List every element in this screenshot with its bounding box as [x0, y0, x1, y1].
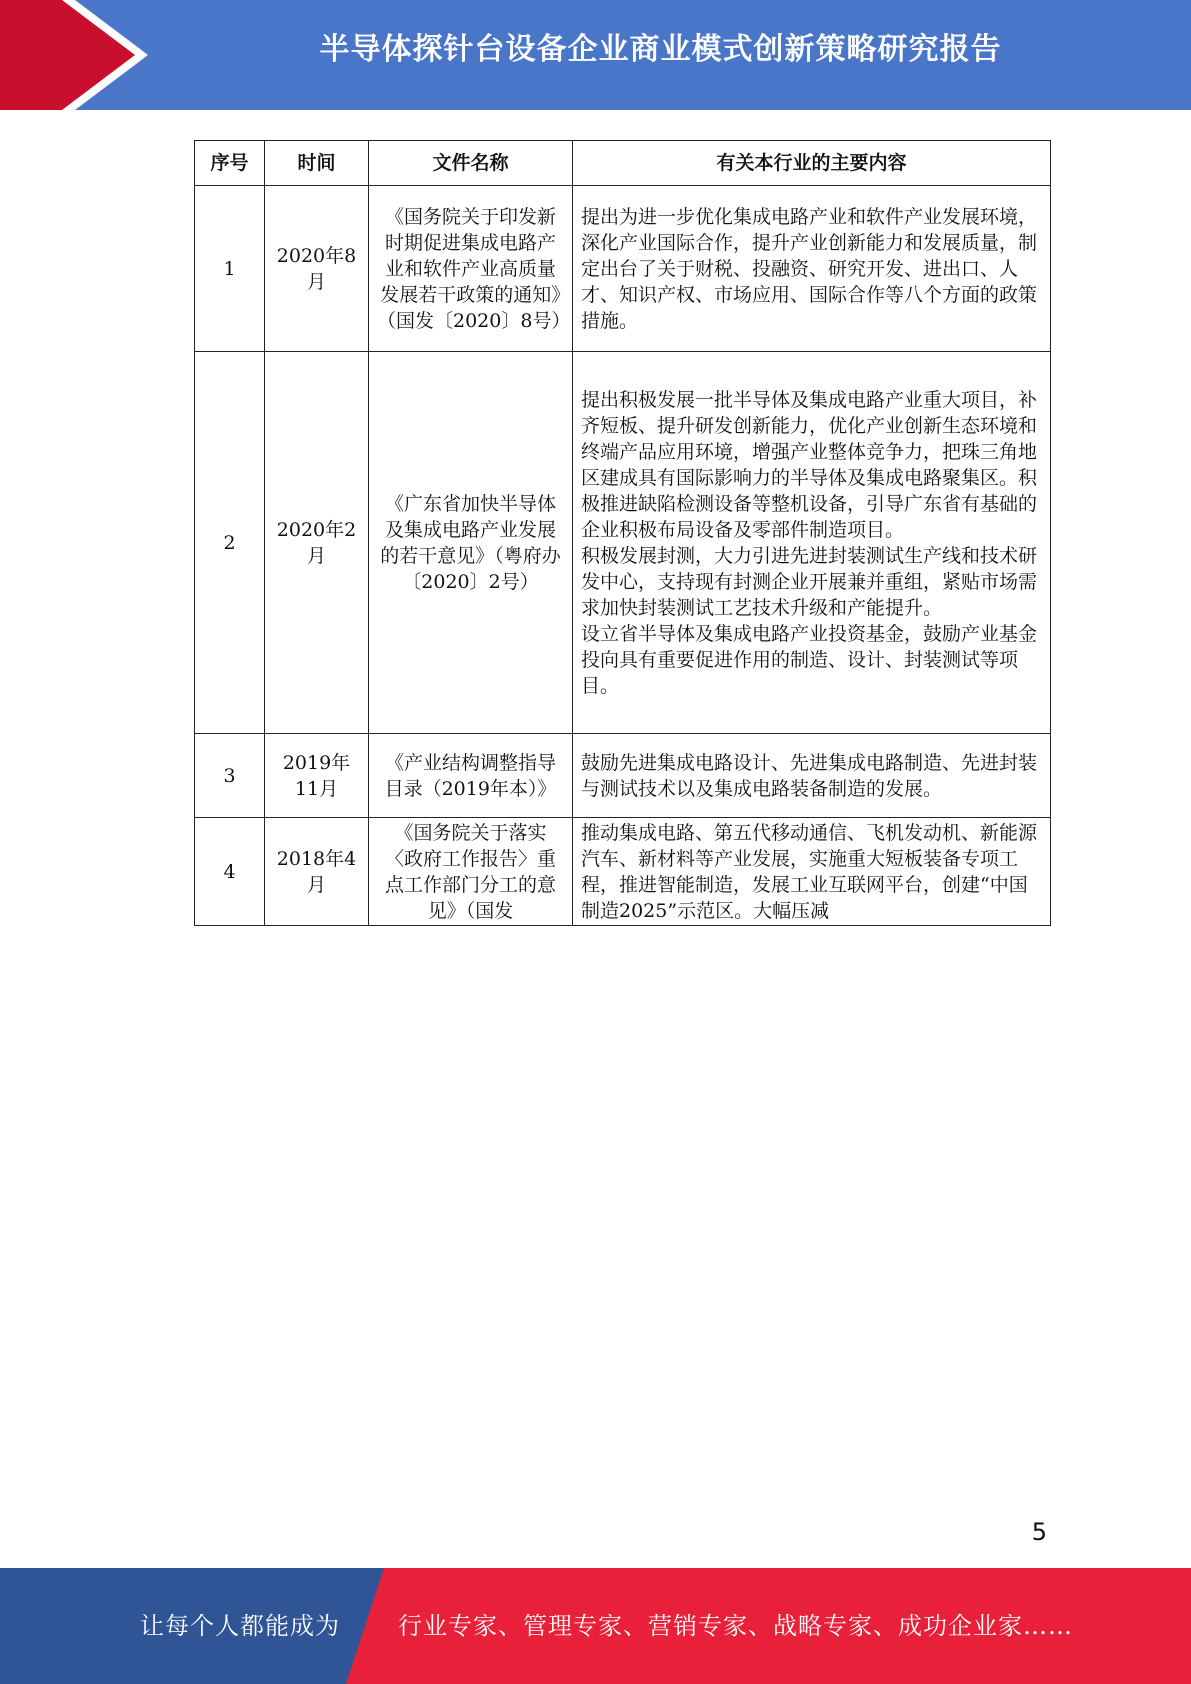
column-header-content: 有关本行业的主要内容 — [573, 141, 1051, 186]
table-row — [195, 186, 1051, 352]
page-footer — [0, 1568, 1191, 1684]
report-title: 半导体探针台设备企业商业模式创新策略研究报告 — [319, 32, 1002, 67]
footer-slogan-right: 行业专家、管理专家、营销专家、战略专家、成功企业家…… — [398, 1612, 1073, 1640]
table-header-row — [195, 141, 1051, 186]
row-number: 2 — [195, 352, 265, 734]
column-header-no: 序号 — [195, 141, 265, 186]
row-content — [573, 734, 1051, 818]
row-content — [573, 352, 1051, 734]
header-chevron-decoration — [0, 0, 160, 110]
column-header-file: 文件名称 — [369, 141, 573, 186]
row-time: 2019年11月 — [265, 734, 369, 818]
content-paragraph: 提出积极发展一批半导体及集成电路产业重大项目，补齐短板、提升研发创新能力，优化产业创新生态环境和终端产品应用环境，增强产业整体竞争力，把珠三角地区建成具有国际影响力的半导体及集成电路聚集区。积极推进缺陷检测设备等整机设备，引导广东省有基础的企业积极布局设备及零部件制造项目。 — [581, 388, 1038, 541]
content-paragraph: 推动集成电路、第五代移动通信、飞机发动机、新能源汽车、新材料等产业发展，实施重大短板装备专项工程，推进智能制造，发展工业互联网平台，创建“中国制造2025”示范区。大幅压减 — [581, 821, 1038, 922]
row-time: 2020年8月 — [265, 186, 369, 352]
row-file-name: 《产业结构调整指导目录（2019年本）》 — [369, 734, 573, 818]
row-file-name: 《国务院关于印发新时期促进集成电路产业和软件产业高质量发展若干政策的通知》（国发〔2020〕8号） — [369, 186, 573, 352]
page-header — [0, 0, 1191, 110]
row-number: 4 — [195, 818, 265, 926]
row-file-name: 《国务院关于落实〈政府工作报告〉重点工作部门分工的意见》（国发 — [369, 818, 573, 926]
row-number: 3 — [195, 734, 265, 818]
table-row — [195, 818, 1051, 926]
footer-slogan-left: 让每个人都能成为 — [140, 1612, 340, 1640]
policy-table — [194, 140, 1051, 926]
row-file-name: 《广东省加快半导体及集成电路产业发展的若干意见》（粤府办〔2020〕2号） — [369, 352, 573, 734]
row-number: 1 — [195, 186, 265, 352]
content-paragraph: 鼓励先进集成电路设计、先进集成电路制造、先进封装与测试技术以及集成电路装备制造的发展。 — [581, 751, 1038, 800]
content-paragraph: 设立省半导体及集成电路产业投资基金，鼓励产业基金投向具有重要促进作用的制造、设计、封装测试等项目。 — [581, 622, 1038, 697]
row-time: 2020年2月 — [265, 352, 369, 734]
row-time: 2018年4月 — [265, 818, 369, 926]
content-paragraph: 提出为进一步优化集成电路产业和软件产业发展环境，深化产业国际合作，提升产业创新能力和发展质量，制定出台了关于财税、投融资、研究开发、进出口、人才、知识产权、市场应用、国际合作等八个方面的政策措施。 — [581, 205, 1038, 332]
row-content — [573, 186, 1051, 352]
table-row — [195, 352, 1051, 734]
row-content — [573, 818, 1051, 926]
page-number: 5 — [1031, 1518, 1047, 1546]
table-row — [195, 734, 1051, 818]
content-paragraph: 积极发展封测，大力引进先进封装测试生产线和技术研发中心，支持现有封测企业开展兼并重组，紧贴市场需求加快封装测试工艺技术升级和产能提升。 — [581, 544, 1038, 619]
column-header-time: 时间 — [265, 141, 369, 186]
